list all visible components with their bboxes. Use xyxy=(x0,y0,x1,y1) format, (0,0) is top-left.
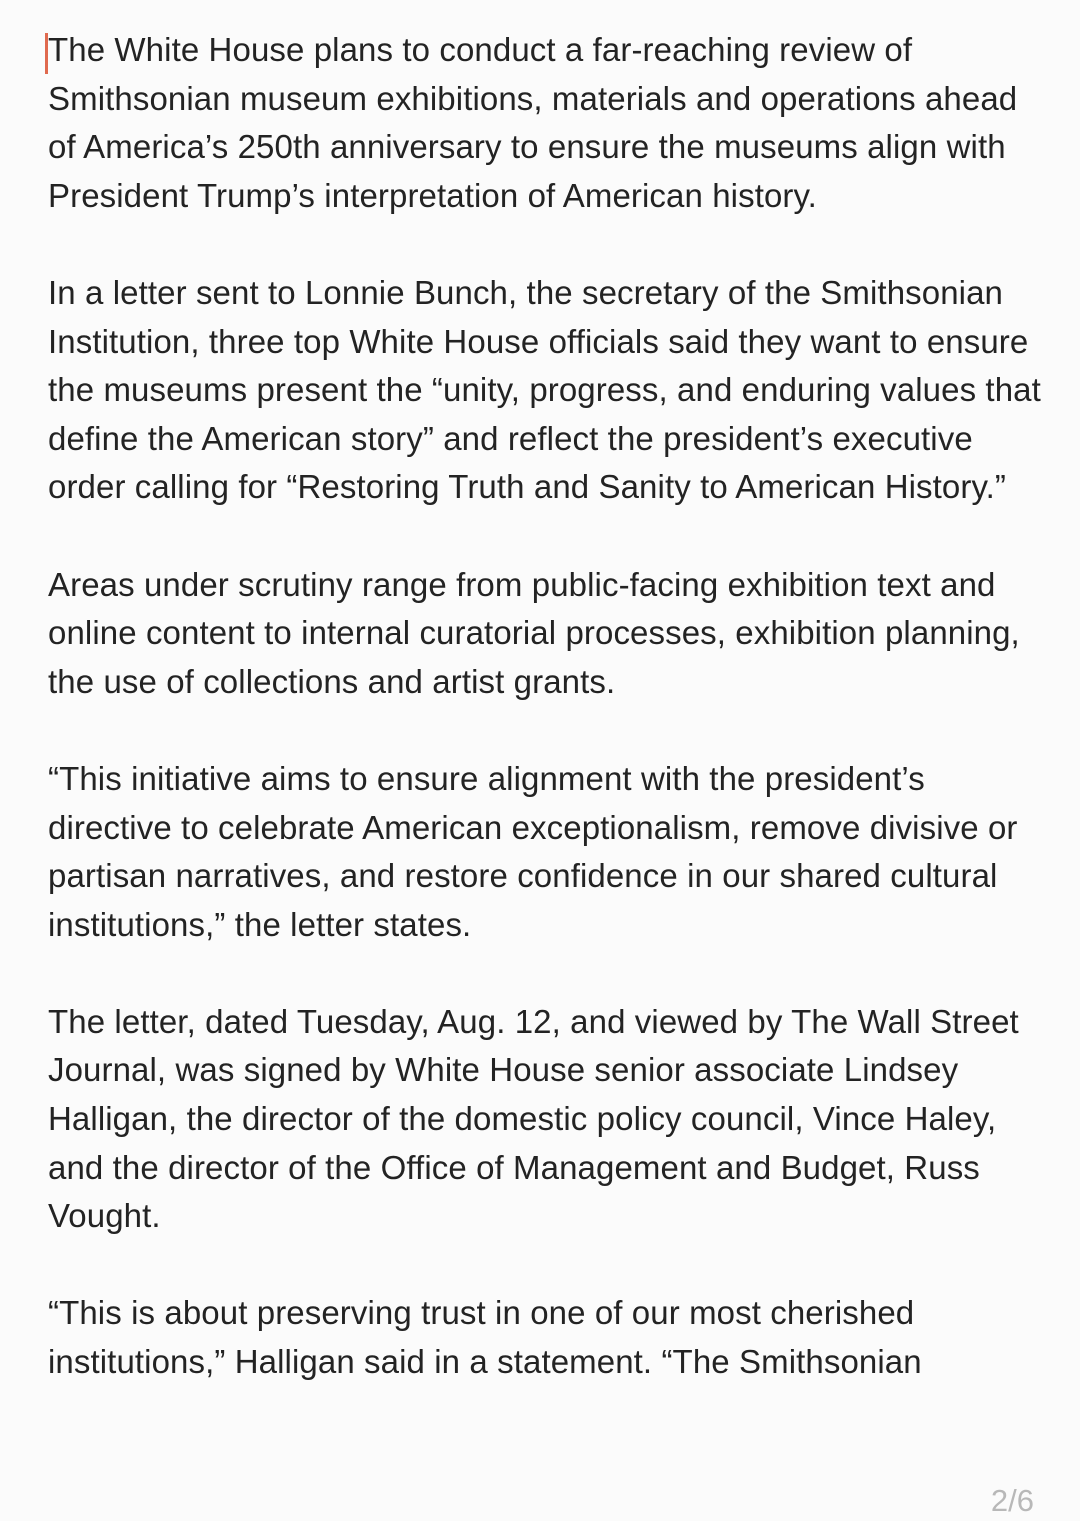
article-paragraph-2: In a letter sent to Lonnie Bunch, the secretary of the Smithsonian Institution, three top White House officials said they want to ensure the museums present the “unity, progress, and enduring values that define the American story” and reflect the president’s executive order calling for “Restoring Truth and Sanity to American History.” xyxy=(48,273,1041,506)
article-paragraph-5: The letter, dated Tuesday, Aug. 12, and viewed by The Wall Street Journal, was signed by White House senior associate Lindsey Halligan, the director of the domestic policy council, Vince Haley, and the director of the Office of Management and Budget, Russ Vought. xyxy=(48,1002,1019,1235)
article-body[interactable] xyxy=(48,26,1048,1435)
article-paragraph-6: “This is about preserving trust in one of our most cherished institutions,” Halligan said in a statement. “The Smithsonian xyxy=(48,1294,922,1381)
article-paragraph-3: Areas under scrutiny range from public-facing exhibition text and online content to internal curatorial processes, exhibition planning, the use of collections and artist grants. xyxy=(48,565,1020,700)
page-indicator: 2/6 xyxy=(990,1483,1034,1518)
article-paragraph-4: “This initiative aims to ensure alignment with the president’s directive to celebrate American exceptionalism, remove divisive or partisan narratives, and restore confidence in our shared cultural institutions,” the letter states. xyxy=(48,759,1018,943)
article-paragraph-1: The White House plans to conduct a far-reaching review of Smithsonian museum exhibitions, materials and operations ahead of America’s 250th anniversary to ensure the museums align with President Trump’s interpretation of American history. xyxy=(48,31,1018,214)
